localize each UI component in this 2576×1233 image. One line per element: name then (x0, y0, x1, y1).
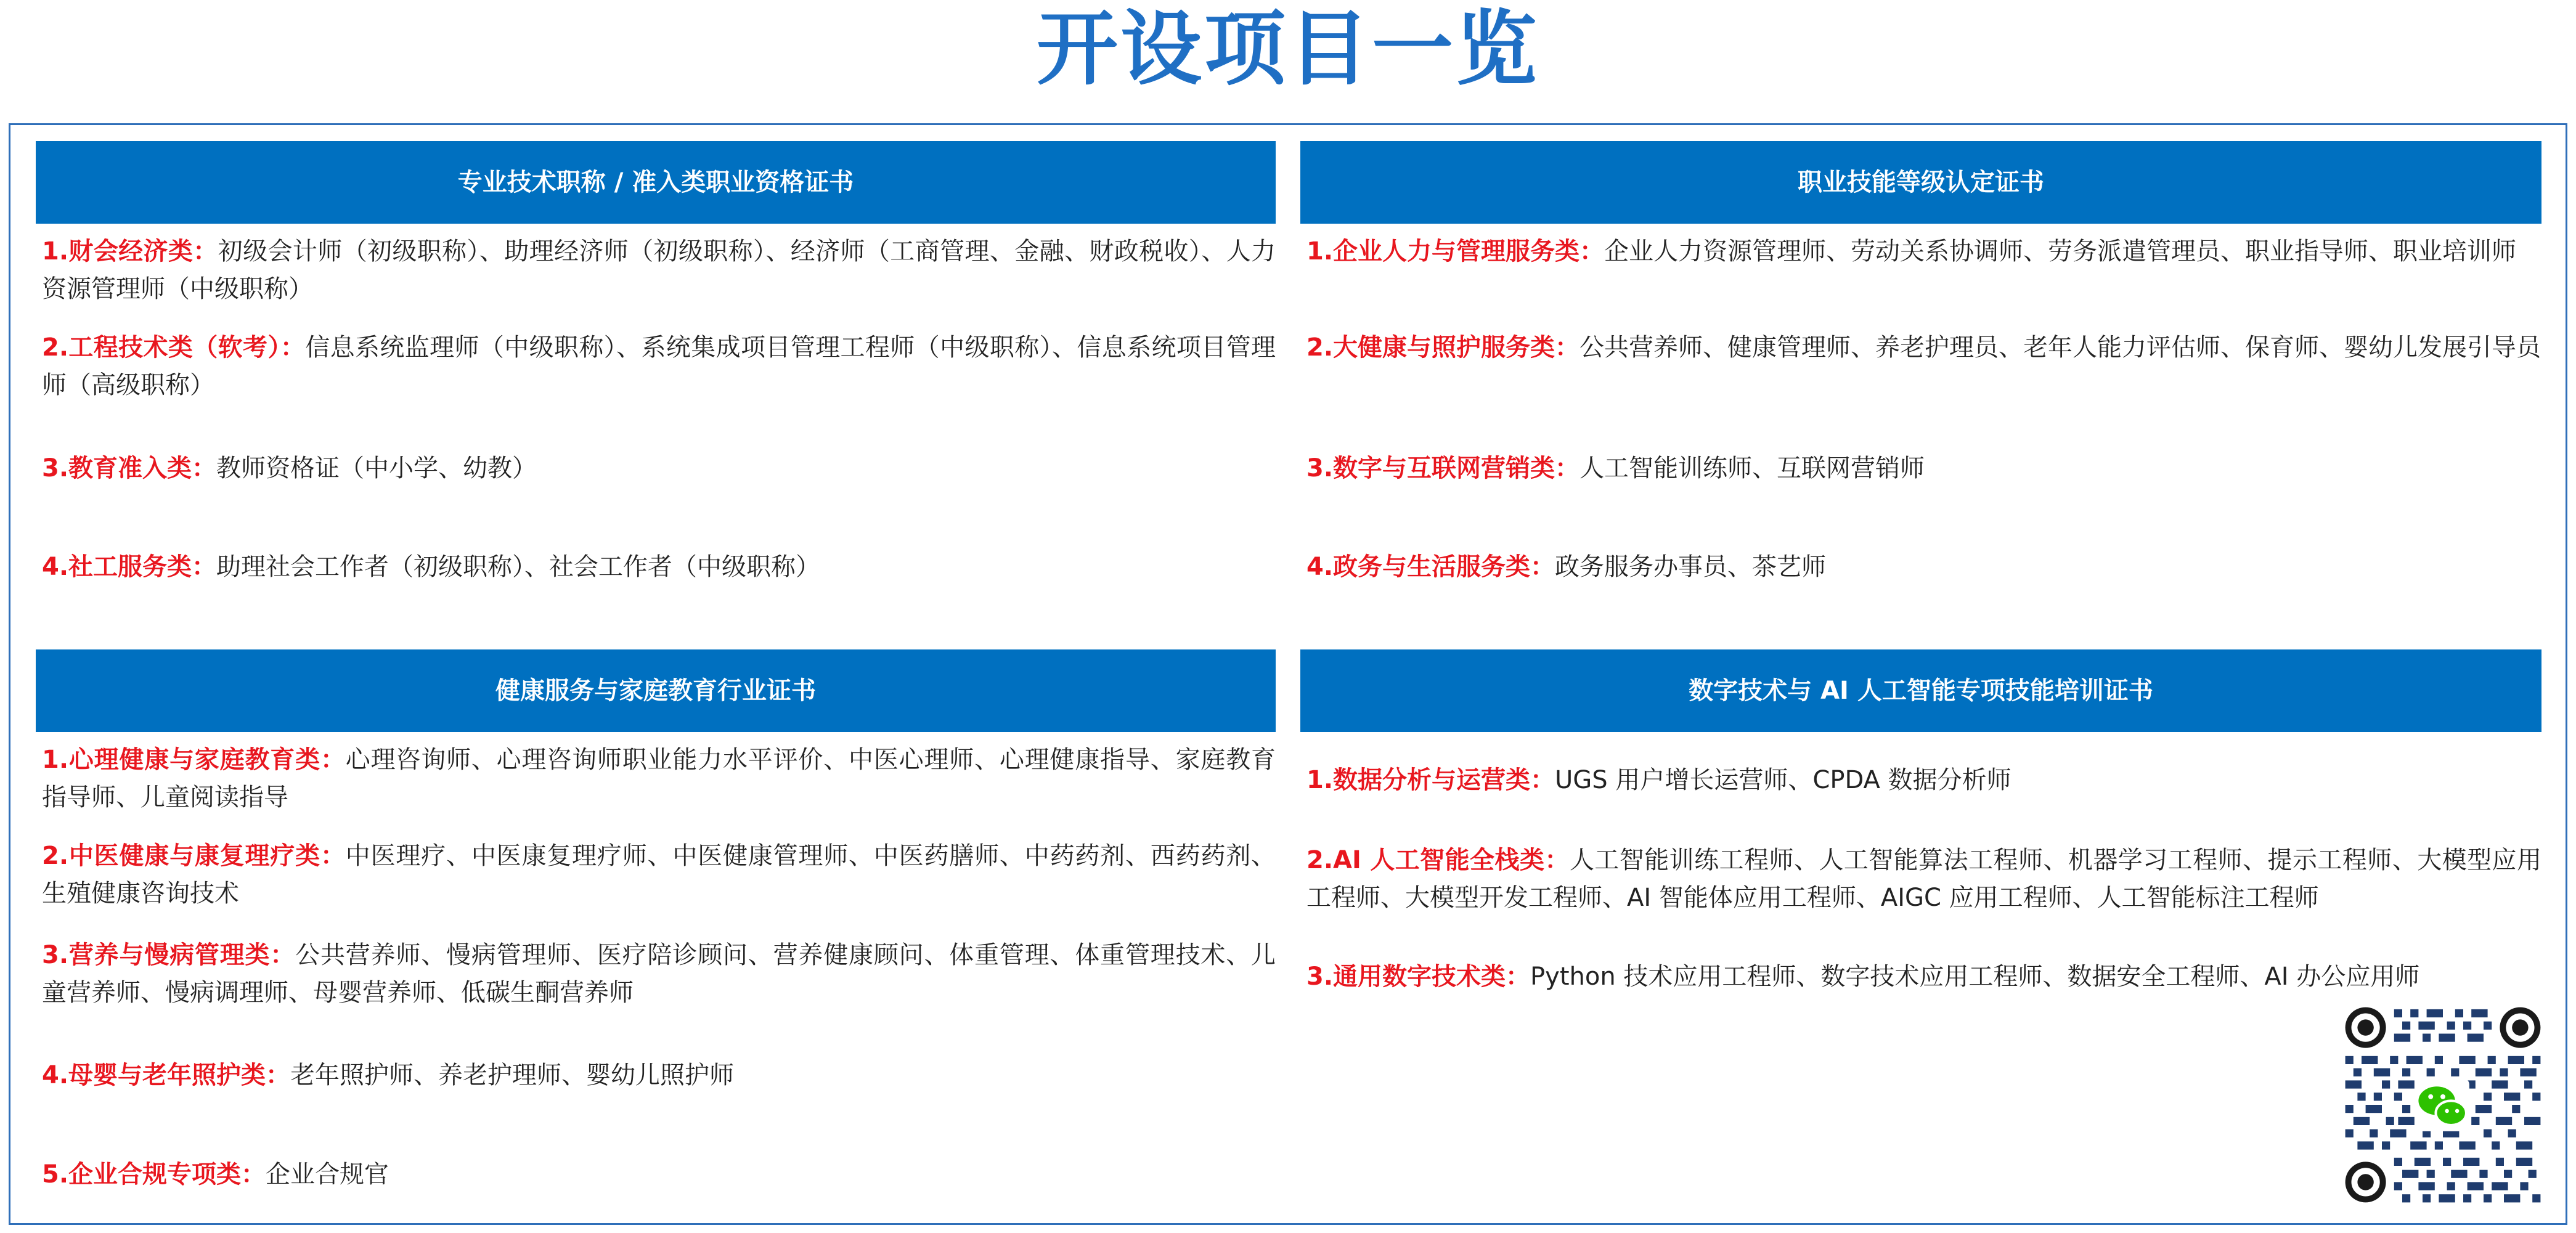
list-item (1306, 233, 2541, 271)
item-text: 老年照护师、养老护理师、婴幼儿照护师 (290, 1061, 735, 1089)
item-category: 3.数字与互联网营销类： (1306, 454, 1580, 482)
item-category: 1.心理健康与家庭教育类： (42, 746, 346, 774)
list-item (42, 837, 1276, 913)
item-category: 4.母婴与老年照护类： (42, 1061, 291, 1089)
item-text: 企业合规官 (266, 1160, 389, 1189)
item-category: 3.通用数字技术类： (1306, 962, 1531, 991)
item-category: 5.企业合规专项类： (42, 1160, 266, 1189)
item-text: 企业人力资源管理师、劳动关系协调师、劳务派遣管理员、职业指导师、职业培训师 (1604, 237, 2517, 266)
item-text: 公共营养师、健康管理师、养老护理员、老年人能力评估师、保育师、婴幼儿发展引导员 (1579, 333, 2541, 362)
item-category: 1.财会经济类： (42, 237, 218, 266)
item-category: 2.工程技术类（软考）： (42, 333, 306, 362)
item-text: 助理社会工作者（初级职称）、社会工作者（中级职称） (216, 553, 821, 581)
page-title: 开设项目一览 (1037, 2, 1539, 97)
panel-header: 专业技术职称 / 准入类职业资格证书 (36, 141, 1276, 224)
list-item (1306, 450, 2541, 487)
item-text: 政务服务办事员、茶艺师 (1555, 553, 1827, 581)
list-item (42, 741, 1276, 816)
item-category: 4.社工服务类： (42, 553, 217, 581)
item-text: 公共营养师、慢病管理师、医疗陪诊顾问、营养健康顾问、体重管理、体重管理技术、儿童营养师、慢病调理师、母婴营养师、低碳生酮营养师 (42, 941, 1276, 1007)
item-category: 2.大健康与照护服务类： (1306, 333, 1580, 362)
list-item (1306, 329, 2541, 367)
panel-header: 健康服务与家庭教育行业证书 (36, 649, 1276, 732)
panel-vocational-skills (1300, 141, 2541, 628)
qr-code-icon (2341, 1003, 2545, 1207)
list-item (42, 1057, 1276, 1094)
list-item (42, 1156, 1276, 1194)
item-category: 4.政务与生活服务类： (1306, 553, 1555, 581)
item-category: 3.营养与慢病管理类： (42, 941, 296, 969)
item-text: 教师资格证（中小学、幼教） (216, 454, 537, 482)
item-text: 中医理疗、中医康复理疗师、中医健康管理师、中医药膳师、中药药剂、西药药剂、生殖健康咨询技术 (42, 842, 1276, 908)
item-category: 1.数据分析与运营类： (1306, 766, 1555, 794)
item-text: 人工智能训练工程师、人工智能算法工程师、机器学习工程师、提示工程师、大模型应用工程师、大模型开发工程师、AI 智能体应用工程师、AIGC 应用工程师、人工智能标注工程师 (1306, 846, 2542, 912)
list-item (42, 937, 1276, 1012)
list-item (42, 233, 1276, 308)
panel-professional-titles (36, 141, 1276, 628)
list-item (1306, 548, 2541, 586)
list-item (42, 548, 1276, 586)
item-category: 2.AI 人工智能全栈类： (1306, 846, 1570, 874)
item-text: Python 技术应用工程师、数字技术应用工程师、数据安全工程师、AI 办公应用师 (1530, 962, 2420, 991)
item-text: 人工智能训练师、互联网营销师 (1579, 454, 1925, 482)
list-item (1306, 958, 2541, 996)
item-category: 1.企业人力与管理服务类： (1306, 237, 1605, 266)
list-item (42, 450, 1276, 487)
list-item (1306, 842, 2541, 917)
item-text: 心理咨询师、心理咨询师职业能力水平评价、中医心理师、心理健康指导、家庭教育指导师、儿童阅读指导 (42, 746, 1276, 812)
panel-header: 数字技术与 AI 人工智能专项技能培训证书 (1300, 649, 2541, 732)
list-item (1306, 762, 2541, 799)
item-category: 3.教育准入类： (42, 454, 217, 482)
item-text: 信息系统监理师（中级职称）、系统集成项目管理工程师（中级职称）、信息系统项目管理师（高级职称） (42, 333, 1276, 399)
panel-header: 职业技能等级认定证书 (1300, 141, 2541, 224)
list-item (42, 329, 1276, 404)
item-text: 初级会计师（初级职称）、助理经济师（初级职称）、经济师（工商管理、金融、财政税收）、人力资源管理师（中级职称） (42, 237, 1276, 303)
item-category: 2.中医健康与康复理疗类： (42, 842, 346, 870)
panel-health-family-education (36, 649, 1276, 1216)
item-text: UGS 用户增长运营师、CPDA 数据分析师 (1555, 766, 2011, 794)
